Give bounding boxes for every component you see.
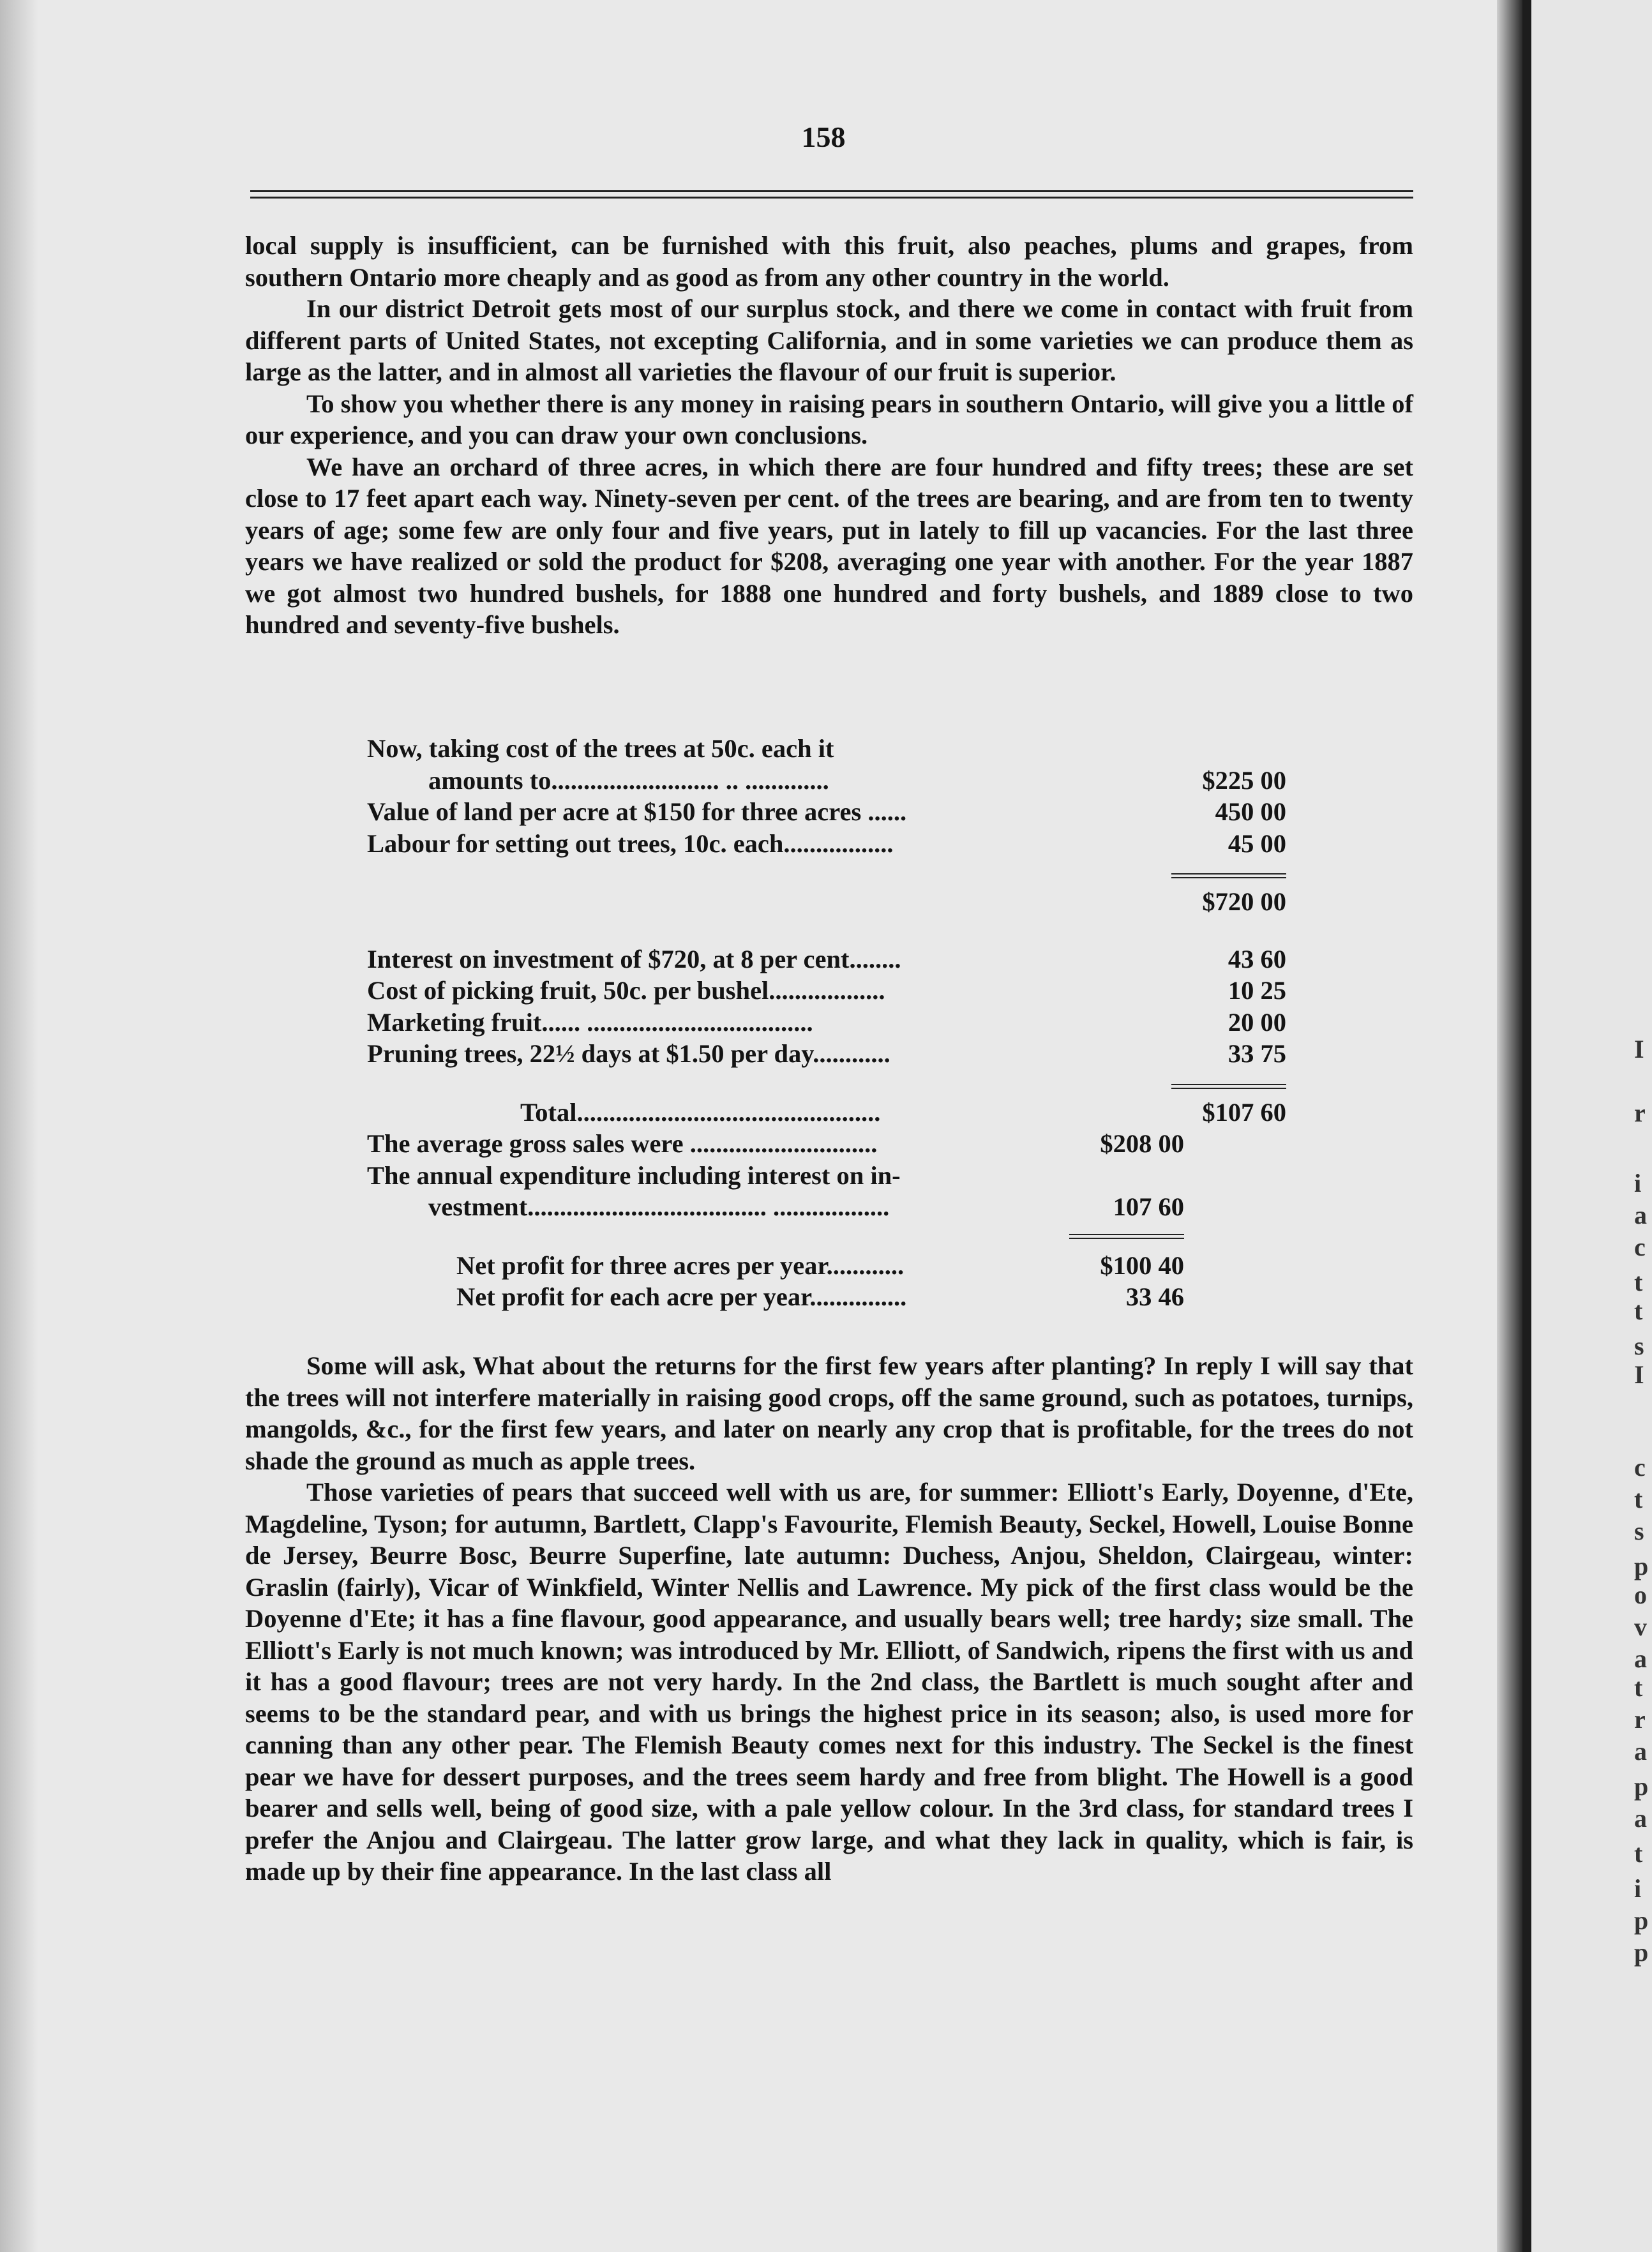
account-row — [367, 975, 1286, 1007]
account-row — [367, 1038, 1286, 1070]
page-left-edge — [0, 0, 38, 2252]
paragraph: To show you whether there is any money in raising pears in southern Ontario, will give you a little of our experience, and you can draw your own conclusions. — [245, 389, 1413, 449]
account-label: Now, taking cost of the trees at 50c. each it — [367, 734, 834, 763]
facing-page-letter: c — [1634, 1453, 1646, 1482]
account-label: Net profit for three acres per year............ — [456, 1250, 905, 1280]
account-row — [367, 796, 1286, 828]
facing-page-letter: I — [1634, 1035, 1644, 1063]
facing-page-letter: i — [1634, 1874, 1642, 1903]
facing-page-letter: t — [1634, 1673, 1643, 1702]
facing-page-letter: a — [1634, 1644, 1647, 1673]
account-label: Cost of picking fruit, 50c. per bushel.................. — [367, 976, 885, 1005]
paragraph: Some will ask, What about the returns for the first few years after planting? In reply I will say that the trees will not interfere materially in raising good crops, off the same ground, such as potatoes, turnips, mangolds, &c., for the first few years, and later on nearly any crop that is profitable, for the trees do not shade the ground as much as apple trees. — [245, 1351, 1413, 1475]
facing-page-letter: I — [1634, 1360, 1644, 1389]
facing-page-edge — [1522, 0, 1652, 2252]
account-label: amounts to.......................... .. ............. — [428, 765, 829, 795]
gutter-shadow — [1497, 0, 1522, 2252]
header-rule-bottom — [250, 197, 1413, 199]
facing-page-letter: t — [1634, 1485, 1643, 1513]
body-text-bottom — [245, 1350, 1413, 1888]
facing-page-letter: p — [1634, 1552, 1649, 1580]
facing-page-letter: p — [1634, 1772, 1649, 1801]
facing-page-letter: p — [1634, 1906, 1649, 1935]
header-rule-top — [250, 190, 1413, 192]
account-amount: 20 00 — [1228, 1007, 1286, 1037]
cost-account — [367, 733, 1286, 1313]
account-label: Pruning trees, 22½ days at $1.50 per day............ — [367, 1039, 890, 1068]
account-amount: 45 00 — [1228, 829, 1286, 858]
facing-page-letter: t — [1634, 1839, 1643, 1868]
facing-page-letter: r — [1634, 1099, 1646, 1127]
facing-page-letter: t — [1634, 1296, 1643, 1325]
account-label: Value of land per acre at $150 for three acres ...... — [367, 797, 907, 826]
facing-page-letter: t — [1634, 1268, 1643, 1296]
account-amount: 10 25 — [1228, 976, 1286, 1005]
account-row — [367, 828, 1286, 860]
account-expenditure — [367, 1191, 1286, 1223]
facing-page-letter: c — [1634, 1233, 1646, 1261]
account-amount: $100 40 — [1100, 1250, 1184, 1280]
account-label: Labour for setting out trees, 10c. each................. — [367, 829, 894, 858]
account-label: Marketing fruit...... ................................... — [367, 1007, 813, 1037]
account-subtotal — [367, 886, 1286, 918]
account-amount: $208 00 — [1100, 1129, 1184, 1158]
body-text-top — [245, 230, 1413, 641]
total-rule — [1171, 1084, 1286, 1089]
account-amount: 33 46 — [1125, 1282, 1184, 1311]
facing-page-letter: a — [1634, 1737, 1647, 1766]
account-amount: 107 60 — [1113, 1192, 1184, 1221]
account-amount: $107 60 — [1202, 1097, 1286, 1127]
account-row — [367, 943, 1286, 975]
account-label: The annual expenditure including interest on in- — [367, 1160, 901, 1190]
account-intro — [367, 733, 1286, 765]
account-label: vestment..................................... .................. — [428, 1192, 890, 1221]
account-gross — [367, 1128, 1286, 1160]
account-amount: 43 60 — [1228, 944, 1286, 973]
account-amount: $720 00 — [1202, 887, 1286, 916]
account-label: Total............................................... — [520, 1097, 881, 1127]
account-amount: $225 00 — [1202, 765, 1286, 795]
paragraph: Those varieties of pears that succeed well with us are, for summer: Elliott's Early, Doyenne, d'Ete, Magdeline, Tyson; for autumn, Bartlett, Clapp's Favourite, Flemish Beauty, Seckel, Howell, Louise Bonne de Jersey, Beurre Bosc, Beurre Superfine, late autumn: Duchess, Anjou, Sheldon, Clairgeau, winter: Graslin (fairly), Vicar of Winkfield, Winter Nellis and Lawrence. My pick of the first class would be the Doyenne d'Ete; it has a fine flavour, good appearance, and usually bears well; tree hardy; size small. The Elliott's Early is not much known; was introduced by Mr. Elliott, of Sandwich, ripens the first with us and it has a good flavour; trees are not very hardy. In the 2nd class, the Bartlett is much sought after and seems to be the standard pear, and with us brings the highest price in its season; also, is used more for canning than any other pear. The Flemish Beauty comes next for this industry. The Seckel is the finest pear we have for dessert purposes, and the trees seem hardy and free from blight. The Howell is a good bearer and sells well, being of good size, with a pale yellow colour. In the 3rd class, for standard trees I prefer the Anjou and Clairgeau. The latter grow large, and what they lack in quality, which is fair, is made up by their fine appearance. In the last class all — [245, 1478, 1413, 1886]
paragraph: In our district Detroit gets most of our surplus stock, and there we come in contact with fruit from different parts of United States, not excepting California, and in some varieties we can produce them as large as the latter, and in almost all varieties the flavour of our fruit is superior. — [245, 294, 1413, 386]
account-net — [367, 1281, 1286, 1313]
account-label: The average gross sales were ............................. — [367, 1129, 878, 1158]
account-total — [367, 1097, 1286, 1129]
facing-page-letter: o — [1634, 1580, 1647, 1609]
account-amount: 450 00 — [1215, 797, 1286, 826]
account-amount: 33 75 — [1228, 1039, 1286, 1068]
account-label: Interest on investment of $720, at 8 per cent........ — [367, 944, 901, 973]
facing-page-letter: v — [1634, 1612, 1647, 1641]
facing-page-letter: r — [1634, 1705, 1646, 1734]
page-number: 158 — [801, 121, 846, 153]
facing-page-letter: s — [1634, 1332, 1644, 1360]
account-row — [367, 765, 1286, 797]
account-net — [367, 1250, 1286, 1282]
subtotal-rule — [1171, 873, 1286, 878]
paragraph: We have an orchard of three acres, in which there are four hundred and fifty trees; these are set close to 17 feet apart each way. Ninety-seven per cent. of the trees are bearing, and are from ten to twenty years of age; some few are only four and five years, put in lately to fill up vacancies. For the last three years we have realized or sold the product for $208, averaging one year with another. For the year 1887 we got almost two hundred bushels, for 1888 one hundred and forty bushels, and 1889 close to two hundred and seventy-five bushels. — [245, 452, 1413, 639]
account-expenditure — [367, 1160, 1286, 1192]
paragraph: local supply is insufficient, can be furnished with this fruit, also peaches, plums and grapes, from southern Ontario more cheaply and as good as from any other country in the world. — [245, 231, 1413, 292]
net-rule — [1069, 1234, 1184, 1239]
facing-page-letter: p — [1634, 1938, 1649, 1967]
facing-page-letter: i — [1634, 1169, 1642, 1197]
account-label: Net profit for each acre per year............... — [456, 1282, 907, 1311]
account-row — [367, 1007, 1286, 1039]
facing-page-letter: a — [1634, 1201, 1647, 1229]
facing-page-letter: a — [1634, 1804, 1647, 1833]
facing-page-letter: s — [1634, 1517, 1644, 1545]
